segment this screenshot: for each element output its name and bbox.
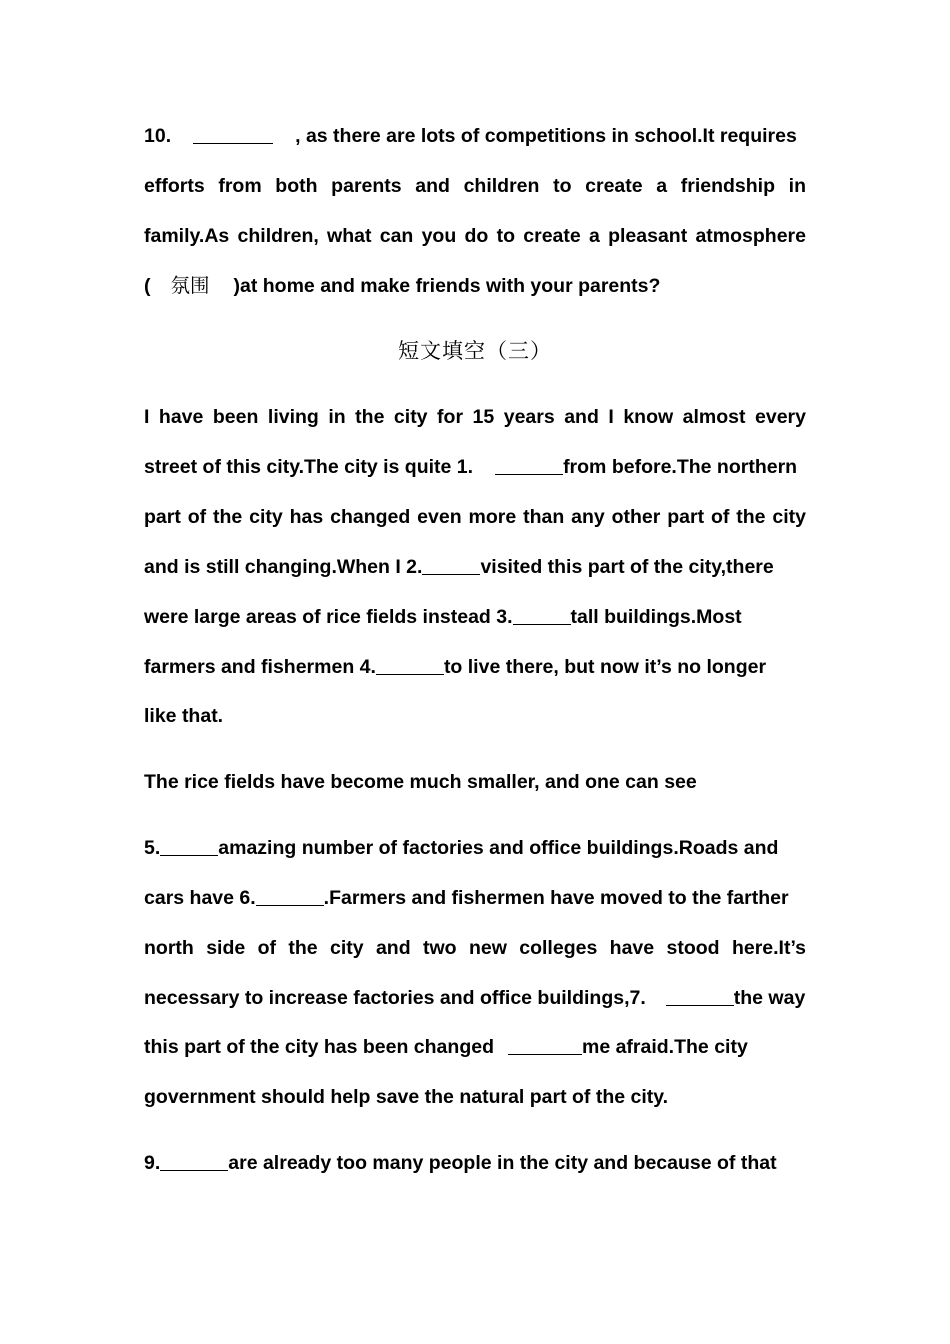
p2-line-6-text-a: farmers and fishermen 4. (144, 656, 376, 678)
answer-blank-4[interactable] (376, 656, 444, 675)
p5-line-1-text-b: are already too many people in the city and because of that (228, 1152, 777, 1174)
p4-line-1 (144, 833, 806, 863)
p1-line-1-text: , as there are lots of competitions in school.It requires (295, 125, 797, 147)
p2-line-2 (144, 452, 806, 482)
p4-line-2 (144, 883, 806, 913)
p1-line-2: efforts from both parents and children to create a friendship in (144, 175, 806, 197)
p2-line-5-text-b: tall buildings.Most (570, 606, 742, 628)
p2-line-7: like that. (144, 705, 224, 727)
p2-line-2-text-b: from before.The northern (563, 456, 798, 478)
p4-line-5-text-b: me afraid.The city (581, 1036, 748, 1058)
answer-blank-9[interactable] (160, 1152, 228, 1171)
p2-line-4 (144, 552, 806, 582)
p2-line-1: I have been living in the city for 15 years and I know almost every (144, 406, 806, 428)
question-number: 10. (144, 125, 172, 147)
answer-blank-7[interactable] (666, 987, 734, 1006)
p5-line-1-text-a: 9. (144, 1152, 161, 1174)
p4-line-2-text-a: cars have 6. (144, 887, 256, 909)
p4-line-3: north side of the city and two new colleges have stood here.It’s (144, 937, 806, 959)
p4-line-5 (144, 1032, 806, 1062)
p4-line-4-text-b: the way (733, 987, 806, 1009)
p4-line-5-text-a: this part of the city has been changed (144, 1036, 494, 1058)
p1-line-4 (144, 271, 806, 301)
p1-line-3: family.As children, what can you do to create a pleasant atmosphere (144, 225, 806, 247)
p4-line-1-text-b: amazing number of factories and office buildings.Roads and (218, 837, 779, 859)
p1-line-4-text: )at home and make friends with your parents? (233, 275, 661, 297)
answer-blank-6[interactable] (256, 887, 324, 906)
p2-line-6-text-b: to live there, but now it’s no longer (443, 656, 767, 678)
p4-line-2-text-b: .Farmers and fishermen have moved to the farther (323, 887, 789, 909)
p4-line-4-text-a: necessary to increase factories and office buildings,7. (144, 987, 646, 1009)
section-heading: 短文填空（三） (398, 339, 552, 363)
answer-blank-2[interactable] (422, 556, 480, 575)
p2-line-3: part of the city has changed even more than any other part of the city (144, 506, 806, 528)
answer-blank-1[interactable] (495, 456, 563, 475)
p4-line-4 (144, 983, 806, 1013)
chinese-hint: 氛围 (170, 274, 210, 297)
p3-line-1: The rice fields have become much smaller, and one can see (144, 771, 697, 793)
p5-line-1 (144, 1148, 806, 1178)
p2-line-5-text-a: were large areas of rice fields instead 3. (144, 606, 513, 628)
p2-line-4-text-a: and is still changing.When I 2. (144, 556, 423, 578)
open-paren: ( (144, 275, 151, 297)
p4-line-1-text-a: 5. (144, 837, 161, 859)
p4-line-6: government should help save the natural part of the city. (144, 1086, 669, 1108)
answer-blank-8[interactable] (508, 1036, 582, 1055)
p2-line-2-text-a: street of this city.The city is quite 1. (144, 456, 474, 478)
answer-blank-3[interactable] (513, 606, 571, 625)
p2-line-5 (144, 602, 806, 632)
p2-line-4-text-b: visited this part of the city,there (480, 556, 774, 578)
p1-line-1 (144, 121, 806, 151)
answer-blank-10[interactable] (193, 125, 273, 144)
answer-blank-5[interactable] (160, 837, 218, 856)
p2-line-6 (144, 652, 806, 682)
